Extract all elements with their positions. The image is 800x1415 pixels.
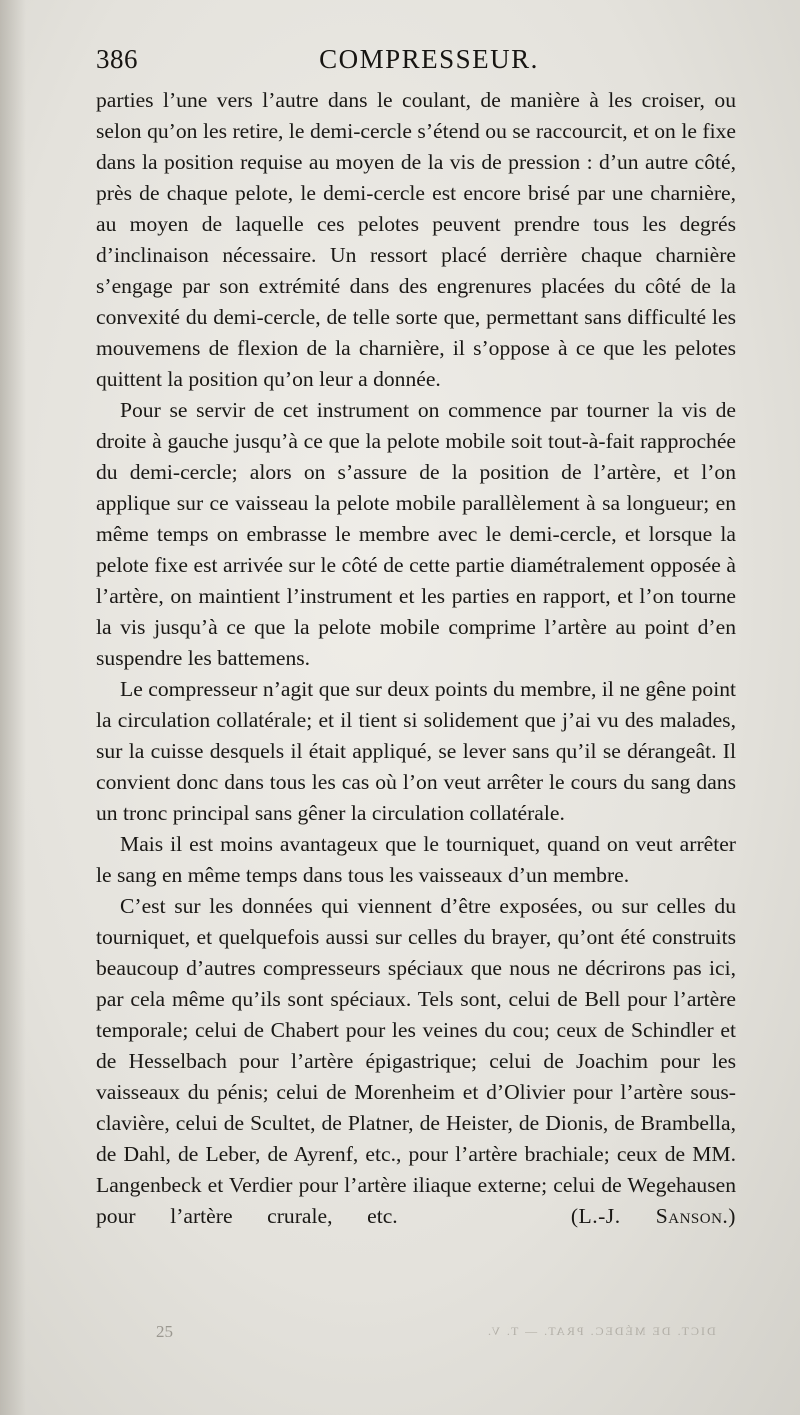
author-signature: (L.-J. Sanson.) (570, 1204, 736, 1228)
sheet-info-bleedthrough: DICT. DE MÉDEC. PRAT. — T. V. (486, 1324, 716, 1338)
page-header (96, 40, 732, 80)
sheet-signature: 25 (156, 1322, 173, 1341)
paragraph-disadvantages: Mais il est moins avantageux que le tourniquet, quand on veut arrêter le sang en même temps dans tous les vaisseaux d’un membre. (96, 832, 736, 887)
paragraph-usage: Pour se servir de cet instrument on commence par tourner la vis de droite à gauche jusqu’à ce que la pelote mobile soit tout-à-fait rapprochée du demi-cercle; alors on s’assure de la position de l’artère, et l’on applique sur ce vaisseau la pelote mobile parallèlement à sa longueur; en même temps on embrasse le membre avec le demi-cercle, et lorsque la pelote fixe est arrivée sur le côté de cette partie diamétralement opposée à l’artère, on maintient l’instrument et les parties en rapport, et l’on tourne la vis jusqu’à ce que la pelote mobile comprime l’artère au point d’en suspendre les battemens. (96, 398, 736, 670)
paragraph-special-compressors (96, 891, 736, 1232)
paragraph-continuation: parties l’une vers l’autre dans le coulant, de manière à les croiser, ou selon qu’on les retire, le demi-cercle s’étend ou se raccourcit, et on le fixe dans la position requise au moyen de la vis de pression : d’un autre côté, près de chaque pelote, le demi-cercle est encore brisé par une charnière, au moyen de laquelle ces pelotes peuvent prendre tous les degrés d’inclinaison nécessaire. Un ressort placé derrière chaque charnière s’engage par son extrémité dans des engrenures placées du côté de la convexité du demi-cercle, de telle sorte que, permettant sans difficulté les mouvemens de flexion de la charnière, il s’oppose à ce que les pelotes quittent la position qu’on leur a donnée. (96, 88, 736, 391)
page-footer (156, 1322, 716, 1352)
article-body (96, 85, 736, 1232)
page-number: 386 (96, 44, 138, 74)
running-title: COMPRESSEUR. (319, 44, 539, 74)
paragraph-advantages: Le compresseur n’agit que sur deux points du membre, il ne gêne point la circulation collatérale; et il tient si solidement que j’ai vu des malades, sur la cuisse desquels il était appliqué, se lever sans qu’il se dérangeât. Il convient donc dans tous les cas où l’on veut arrêter le cours du sang dans un tronc principal sans gêner la circulation collatérale. (96, 677, 736, 825)
paragraph-special-compressors-text: C’est sur les données qui viennent d’être exposées, ou sur celles du tourniquet, et quelquefois aussi sur celles du brayer, qu’ont été construits beaucoup d’autres compresseurs spéciaux que nous ne décrirons pas ici, par cela même qu’ils sont spéciaux. Tels sont, celui de Bell pour l’artère temporale; celui de Chabert pour les veines du cou; ceux de Schindler et de Hesselbach pour l’artère épigastrique; celui de Joachim pour les vaisseaux du pénis; celui de Morenheim et d’Olivier pour l’artère sous-clavière, celui de Scultet, de Platner, de Heister, de Dionis, de Brambella, de Dahl, de Leber, de Ayrenf, etc., pour l’artère brachiale; ceux de MM. Langenbeck et Verdier pour l’artère iliaque externe; celui de Wegehausen pour l’artère crurale, etc. (96, 894, 736, 1228)
